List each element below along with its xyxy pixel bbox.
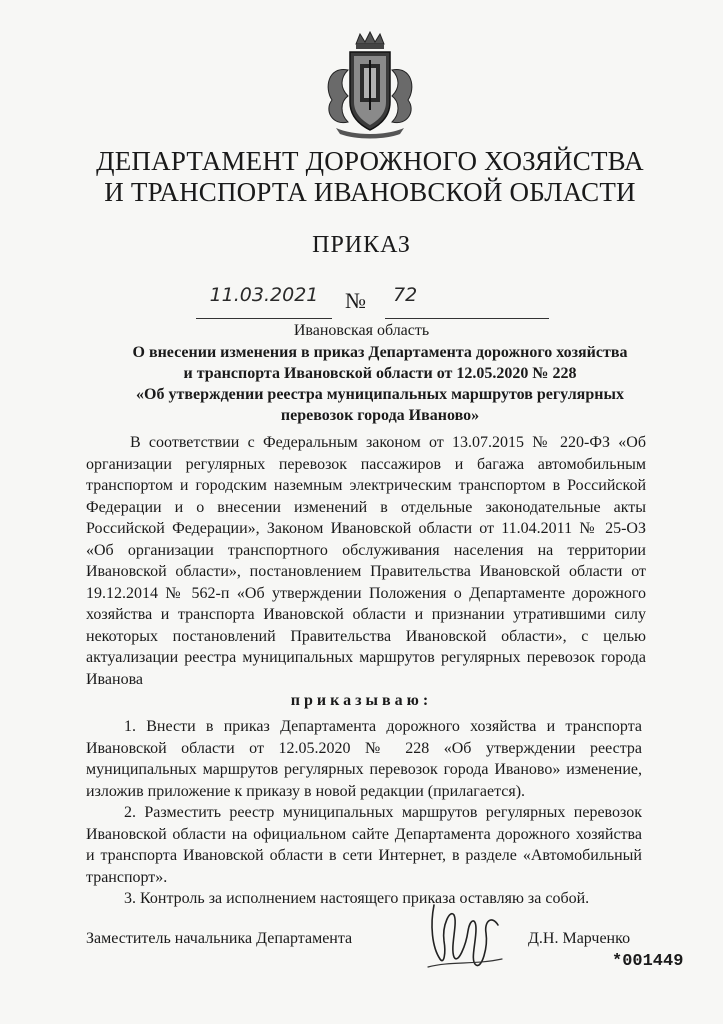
subject-line: и транспорта Ивановской области от 12.05.2020 № 228 xyxy=(183,365,577,382)
subject-line: «Об утверждении реестра муниципальных маршрутов регулярных xyxy=(136,386,624,403)
region-label: Ивановская область xyxy=(293,322,430,339)
department-name-line2: И ТРАНСПОРТА ИВАНОВСКОЙ ОБЛАСТИ xyxy=(104,177,636,207)
document-type: ПРИКАЗ xyxy=(312,232,411,258)
order-subject xyxy=(100,342,660,426)
decree-word: приказываю: xyxy=(290,692,433,709)
signatory-role: Заместитель начальника Департамента xyxy=(86,930,353,947)
subject-line: О внесении изменения в приказ Департамента дорожного хозяйства xyxy=(132,344,628,361)
order-date: 11.03.2021 xyxy=(196,284,332,319)
preamble xyxy=(86,432,646,690)
subject-line: перевозок города Иваново» xyxy=(280,407,480,424)
department-name-line1: ДЕПАРТАМЕНТ ДОРОЖНОГО ХОЗЯЙСТВА xyxy=(96,146,644,176)
department-name xyxy=(80,146,660,208)
coat-of-arms-icon xyxy=(318,30,422,140)
handwritten-signature xyxy=(420,895,510,977)
order-number: 72 xyxy=(385,284,549,319)
number-sign: № xyxy=(345,288,366,313)
signatory-name: Д.Н. Марченко xyxy=(528,930,631,947)
order-item: 1. Внести в приказ Департамента дорожного хозяйства и транспорта Ивановской области от 12.05.2020 № 228 «Об утверждении реестра муниципальных маршрутов регулярных перевозок города Иваново» изменение, изложив приложение к приказу в новой редакции (прилагается). xyxy=(86,718,642,800)
order-items xyxy=(86,716,642,910)
serial-number: *001449 xyxy=(612,952,684,971)
order-item: 2. Разместить реестр муниципальных маршрутов регулярных перевозок Ивановской области на официальном сайте Департамента дорожного хозяйства и транспорта Ивановской области в сети Интернет, в разделе «Автомобильный транспорт». xyxy=(86,804,642,886)
preamble-paragraph: В соответствии с Федеральным законом от 13.07.2015 № 220-ФЗ «Об организации регулярных перевозок пассажиров и багажа автомобильным транспортом и городским наземным электрическим транспортом в Российской Федерации и о внесении изменений в отдельные законодательные акты Российской Федерации», Законом Ивановской области от 11.04.2011 № 25-ОЗ «Об организации транспортного обслуживания населения на территории Ивановской области», постановлением Правительства Ивановской области от 19.12.2014 № 562-п «Об утверждении Положения о Департаменте дорожного хозяйства и транспорта Ивановской области и признании утратившими силу некоторых постановлений Правительства Ивановской области», с целью актуализации реестра муниципальных маршрутов регулярных перевозок города Иванова xyxy=(86,434,646,688)
order-item: 3. Контроль за исполнением настоящего приказа оставляю за собой. xyxy=(124,890,590,907)
